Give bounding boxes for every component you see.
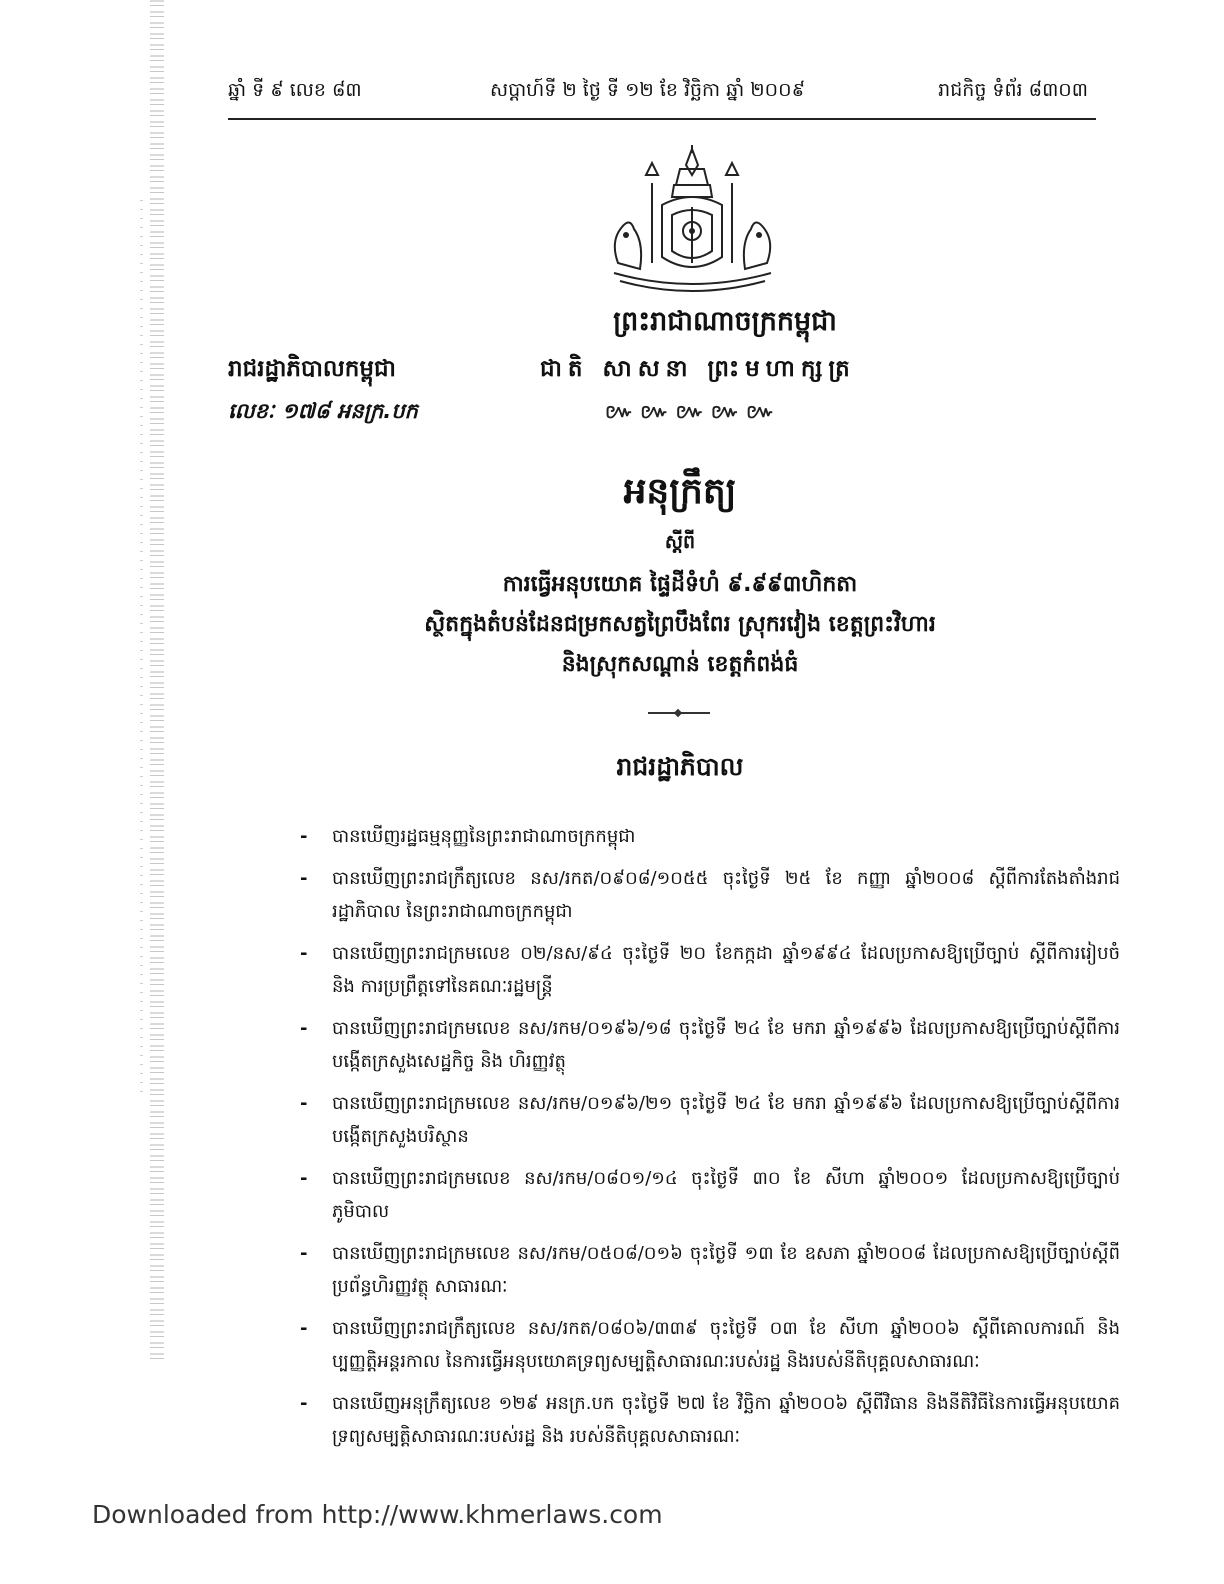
bullet-dash: - xyxy=(300,1393,308,1414)
bullet-dash: - xyxy=(300,1018,308,1039)
bullet-dash: - xyxy=(300,1168,308,1189)
government-name: រាជរដ្ឋាភិបាលកម្ពុជា xyxy=(228,356,396,382)
scan-margin-artifact-2 xyxy=(140,200,143,1100)
visa-text: បានឃើញព្រះរាជក្រឹត្យលេខ នស/រកត/០៩០៨/១០៥៥ ចុះថ្ងៃទី ២៥ ខែ កញ្ញា ឆ្នាំ២០០៨ ស្តីពីការតែងតាំងរាជរដ្ឋាភិបាល នៃព្រះរាជាណាចក្រកម្ពុជា xyxy=(332,868,1120,922)
visa-text: បានឃើញព្រះរាជក្រឹត្យលេខ នស/រកត/០៨០៦/៣៣៩ ចុះថ្ងៃទី ០៣ ខែ សីហា ឆ្នាំ២០០៦ ស្តីពីគោលការណ៍ និង ប្បញ្ញត្តិអន្តរកាល នៃការធ្វើអនុបយោគទ្រព្យសម្បត្តិសាធារណៈរបស់រដ្ឋ និងរបស់នីតិបុគ្គលសាធារណៈ xyxy=(332,1318,1120,1372)
visa-text: បានឃើញអនុក្រឹត្យលេខ ១២៩ អនក្រ.បក ចុះថ្ងៃទី ២៧ ខែ វិច្ឆិកា ឆ្នាំ២០០៦ ស្តីពីវិធាន និងនីតិវិធីនៃការធ្វើអនុបយោគទ្រព្យសម្បត្តិសាធារណៈរបស់រដ្ឋ និង របស់នីតិបុគ្គលសាធារណៈ xyxy=(332,1393,1120,1447)
visa-text: បានឃើញព្រះរាជក្រមលេខ ០២/នស/៩៤ ចុះថ្ងៃទី ២០ ខែកក្កដា ឆ្នាំ១៩៩៤ ដែលប្រកាសឱ្យប្រើច្បាប់ ស្តីពីការរៀបចំ និង ការប្រព្រឹត្តទៅនៃគណៈរដ្ឋមន្ត្រី xyxy=(332,943,1120,997)
bullet-dash: - xyxy=(300,826,308,847)
bullet-dash: - xyxy=(300,1093,308,1114)
visa-item xyxy=(290,1387,1120,1453)
gazette-date: សប្តាហ៍ទី ២ ថ្ងៃ ទី ១២ ខែ វិច្ឆិកា ឆ្នាំ ២០០៩ xyxy=(490,79,806,101)
section-divider xyxy=(648,712,710,714)
document-title: អនុក្រឹត្យ xyxy=(623,471,737,512)
bullet-dash: - xyxy=(300,1243,308,1264)
bullet-dash: - xyxy=(300,868,308,889)
national-motto: ជាតិ សាសនា ព្រះមហាក្សត្រ xyxy=(540,356,856,382)
gazette-page: រាជកិច្ច ទំព័រ ៨៣០៣ xyxy=(938,79,1088,101)
bullet-dash: - xyxy=(300,943,308,964)
visa-item xyxy=(290,1012,1120,1078)
visa-item xyxy=(290,1312,1120,1378)
document-subject xyxy=(300,565,1060,685)
gazette-issue: ឆ្នាំ ទី ៩ លេខ ៨៣ xyxy=(228,79,362,101)
header-rule xyxy=(228,118,1096,120)
gazette-header xyxy=(228,78,1088,108)
visa-list xyxy=(290,820,1120,1462)
visa-text: បានឃើញព្រះរាជក្រមលេខ នស/រកម/០១៩៦/២១ ចុះថ្ងៃទី ២៤ ខែ មករា ឆ្នាំ១៩៩៦ ដែលប្រកាសឱ្យប្រើច្បាប់ស្តីពីការបង្កើតក្រសួងបរិស្ថាន xyxy=(332,1093,1120,1147)
subject-line: ស្ថិតក្នុងតំបន់ដែនជម្រកសត្វព្រៃបឹងពែរ ស្រុករវៀង ខេត្តព្រះវិហារ xyxy=(424,612,936,637)
document-number: លេខៈ ១៧៨ អនក្រ.បក xyxy=(228,399,418,423)
scan-margin-artifact xyxy=(150,0,164,1360)
visa-text: បានឃើញព្រះរាជក្រមលេខ នស/រកម/០១៩៦/១៨ ចុះថ្ងៃទី ២៤ ខែ មករា ឆ្នាំ១៩៩៦ ដែលប្រកាសឱ្យប្រើច្បាប់ស្តីពីការបង្កើតក្រសួងសេដ្ឋកិច្ច និង ហិរញ្ញវត្ថុ xyxy=(332,1018,1120,1072)
visa-text: បានឃើញរដ្ឋធម្មនុញ្ញនៃព្រះរាជាណាចក្រកម្ពុជា xyxy=(332,826,636,847)
visa-text: បានឃើញព្រះរាជក្រមលេខ នស/រកម/០៨០១/១៤ ចុះថ្ងៃទី ៣០ ខែ សីហា ឆ្នាំ២០០១ ដែលប្រកាសឱ្យប្រើច្បាប់ភូមិបាល xyxy=(332,1168,1120,1222)
issuing-authority: រាជរដ្ឋាភិបាល xyxy=(616,752,744,781)
visa-item xyxy=(290,1237,1120,1303)
bullet-dash: - xyxy=(300,1318,308,1339)
motto-ornament: ៚ ៚ ៚ ៚ ៚ xyxy=(605,399,775,423)
royal-arms-emblem xyxy=(600,145,785,300)
visa-item xyxy=(290,937,1120,1003)
visa-item xyxy=(290,862,1120,928)
visa-item xyxy=(290,1087,1120,1153)
kingdom-name: ព្រះរាជាណាចក្រកម្ពុជា xyxy=(613,306,837,337)
about-label: ស្តីពី xyxy=(664,531,696,553)
download-source-footer: Downloaded from http://www.khmerlaws.com xyxy=(92,1500,663,1529)
visa-text: បានឃើញព្រះរាជក្រមលេខ នស/រកម/០៥០៨/០១៦ ចុះថ្ងៃទី ១៣ ខែ ឧសភា ឆ្នាំ២០០៨ ដែលប្រកាសឱ្យប្រើច្បាប់ស្តីពីប្រព័ន្ធហិរញ្ញវត្ថុ សាធារណៈ xyxy=(332,1243,1120,1297)
visa-item xyxy=(290,820,1120,853)
subject-line: ការធ្វើអនុបយោគ ផ្ទៃដីទំហំ ៩.៩៩៣ហិកតា xyxy=(502,572,858,597)
subject-line: និងស្រុកសណ្តាន់ ខេត្តកំពង់ធំ xyxy=(561,652,799,677)
visa-item xyxy=(290,1162,1120,1228)
